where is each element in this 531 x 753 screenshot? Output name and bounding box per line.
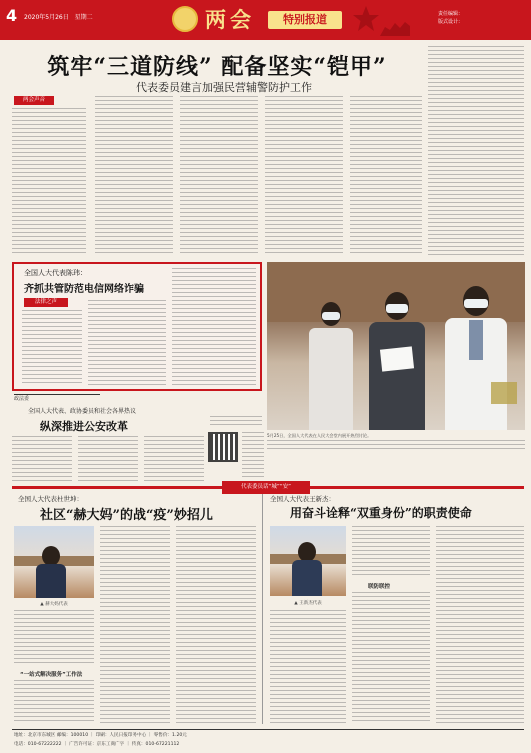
date-text: 2020年5月26日 — [24, 14, 69, 21]
section2-banner — [222, 481, 310, 494]
feature-body-col-3 — [172, 268, 256, 386]
page-number: 4 — [6, 6, 18, 25]
feature-headline: 齐抓共管防范电信网络诈骗 — [24, 284, 144, 295]
column-tag-lead-label: 两会声音 — [22, 97, 45, 103]
right-body-col-2 — [352, 526, 430, 578]
right-headline: 用奋斗诠释“双重身份”的职责使命 — [290, 506, 472, 520]
editor-credits — [438, 10, 463, 26]
footer-rule — [12, 729, 524, 730]
lead-headline: 筑牢“三道防线” 配备坚实“铠甲” — [47, 54, 387, 80]
side-column-tag — [14, 394, 100, 403]
right-portrait-photo — [270, 526, 346, 596]
star-icon — [352, 5, 380, 33]
editor-line-1: 责任编辑： — [438, 11, 464, 17]
footer-line-1: 地址：北京市东城区 邮编：100010 ｜ 印刷：人民日报印务中心 ｜ 零售价：1.20元 — [14, 733, 187, 738]
lead-body-col-5 — [350, 96, 422, 256]
left-sub-heading: “一站式解决服务”工作法 — [20, 672, 83, 678]
section2-banner-label: 代表委员话“城”“安” — [241, 484, 291, 490]
side-headline: 纵深推进公安改革 — [40, 420, 128, 433]
weekday-text: 星期二 — [74, 14, 93, 21]
lead-subheadline: 代表委员建言加强民营辅警防护工作 — [136, 81, 312, 94]
left-body-col-2 — [100, 526, 170, 724]
side-body-col-5 — [242, 432, 264, 478]
photo-person-left — [307, 302, 355, 430]
side-body-col-2 — [78, 436, 138, 482]
side-body-col-1 — [12, 436, 72, 482]
photo-person-right — [443, 286, 509, 430]
feature-body-col-1 — [22, 310, 82, 386]
side-body-col-4 — [210, 416, 262, 428]
left-portrait-photo — [14, 526, 94, 598]
right-body-col-2b — [352, 592, 430, 724]
feature-kicker: 全国人大代表陈玮： — [24, 269, 87, 277]
masthead — [0, 0, 531, 40]
left-body-col-3 — [176, 526, 256, 724]
left-headline: 社区“赫大妈”的战“疫”妙招儿 — [40, 508, 213, 523]
photo-caption-lines — [267, 440, 525, 450]
lead-body-col-3 — [180, 96, 258, 256]
left-body-col-1 — [14, 610, 94, 666]
side-column-tag-label: 政法委 — [14, 396, 30, 402]
section-title: 两会 — [205, 8, 255, 32]
emblem-icon — [172, 6, 198, 32]
editor-line-2: 版式设计： — [438, 19, 464, 25]
side-kicker: 全国人大代表、政协委员和社会各界热议 — [28, 408, 137, 415]
section-ribbon: 特别报道 — [268, 11, 342, 29]
right-body-col-3 — [436, 526, 524, 724]
qr-code-icon[interactable] — [208, 432, 238, 462]
right-body-col-1 — [270, 610, 346, 724]
photo-stamp — [491, 382, 517, 404]
column-tag-lead — [14, 96, 54, 105]
photo-caption: 5月25日，全国人大代表在人民大会堂内展开热烈讨论。 — [267, 433, 372, 438]
column-tag-feature — [24, 298, 68, 307]
lead-body-col-2 — [95, 96, 173, 256]
right-sub-heading: 联防联控 — [368, 584, 391, 590]
column-divider — [262, 494, 263, 724]
date-line — [24, 12, 93, 21]
main-photo — [267, 262, 525, 430]
column-tag-feature-label: 法律之声 — [34, 299, 57, 305]
feature-body-col-2 — [88, 300, 166, 386]
right-column-text — [428, 46, 524, 256]
left-photo-caption: ▲ 赫大妈代表 — [40, 602, 68, 607]
lead-body-col-1 — [12, 108, 86, 256]
footer-line-2: 电话：010-67222222 ｜ 广告许可证：京东工商广字 ｜ 传真：010-67221112 — [14, 742, 180, 747]
great-wall-icon — [380, 18, 410, 36]
side-body-col-3 — [144, 436, 204, 482]
right-photo-caption: ▲ 王新杰代表 — [294, 601, 322, 606]
right-kicker: 全国人大代表王新杰： — [270, 495, 335, 503]
left-body-col-1b — [14, 680, 94, 724]
photo-person-center — [367, 292, 427, 430]
left-kicker: 全国人大代表杜世坤： — [18, 495, 83, 503]
lead-body-col-4 — [265, 96, 343, 256]
